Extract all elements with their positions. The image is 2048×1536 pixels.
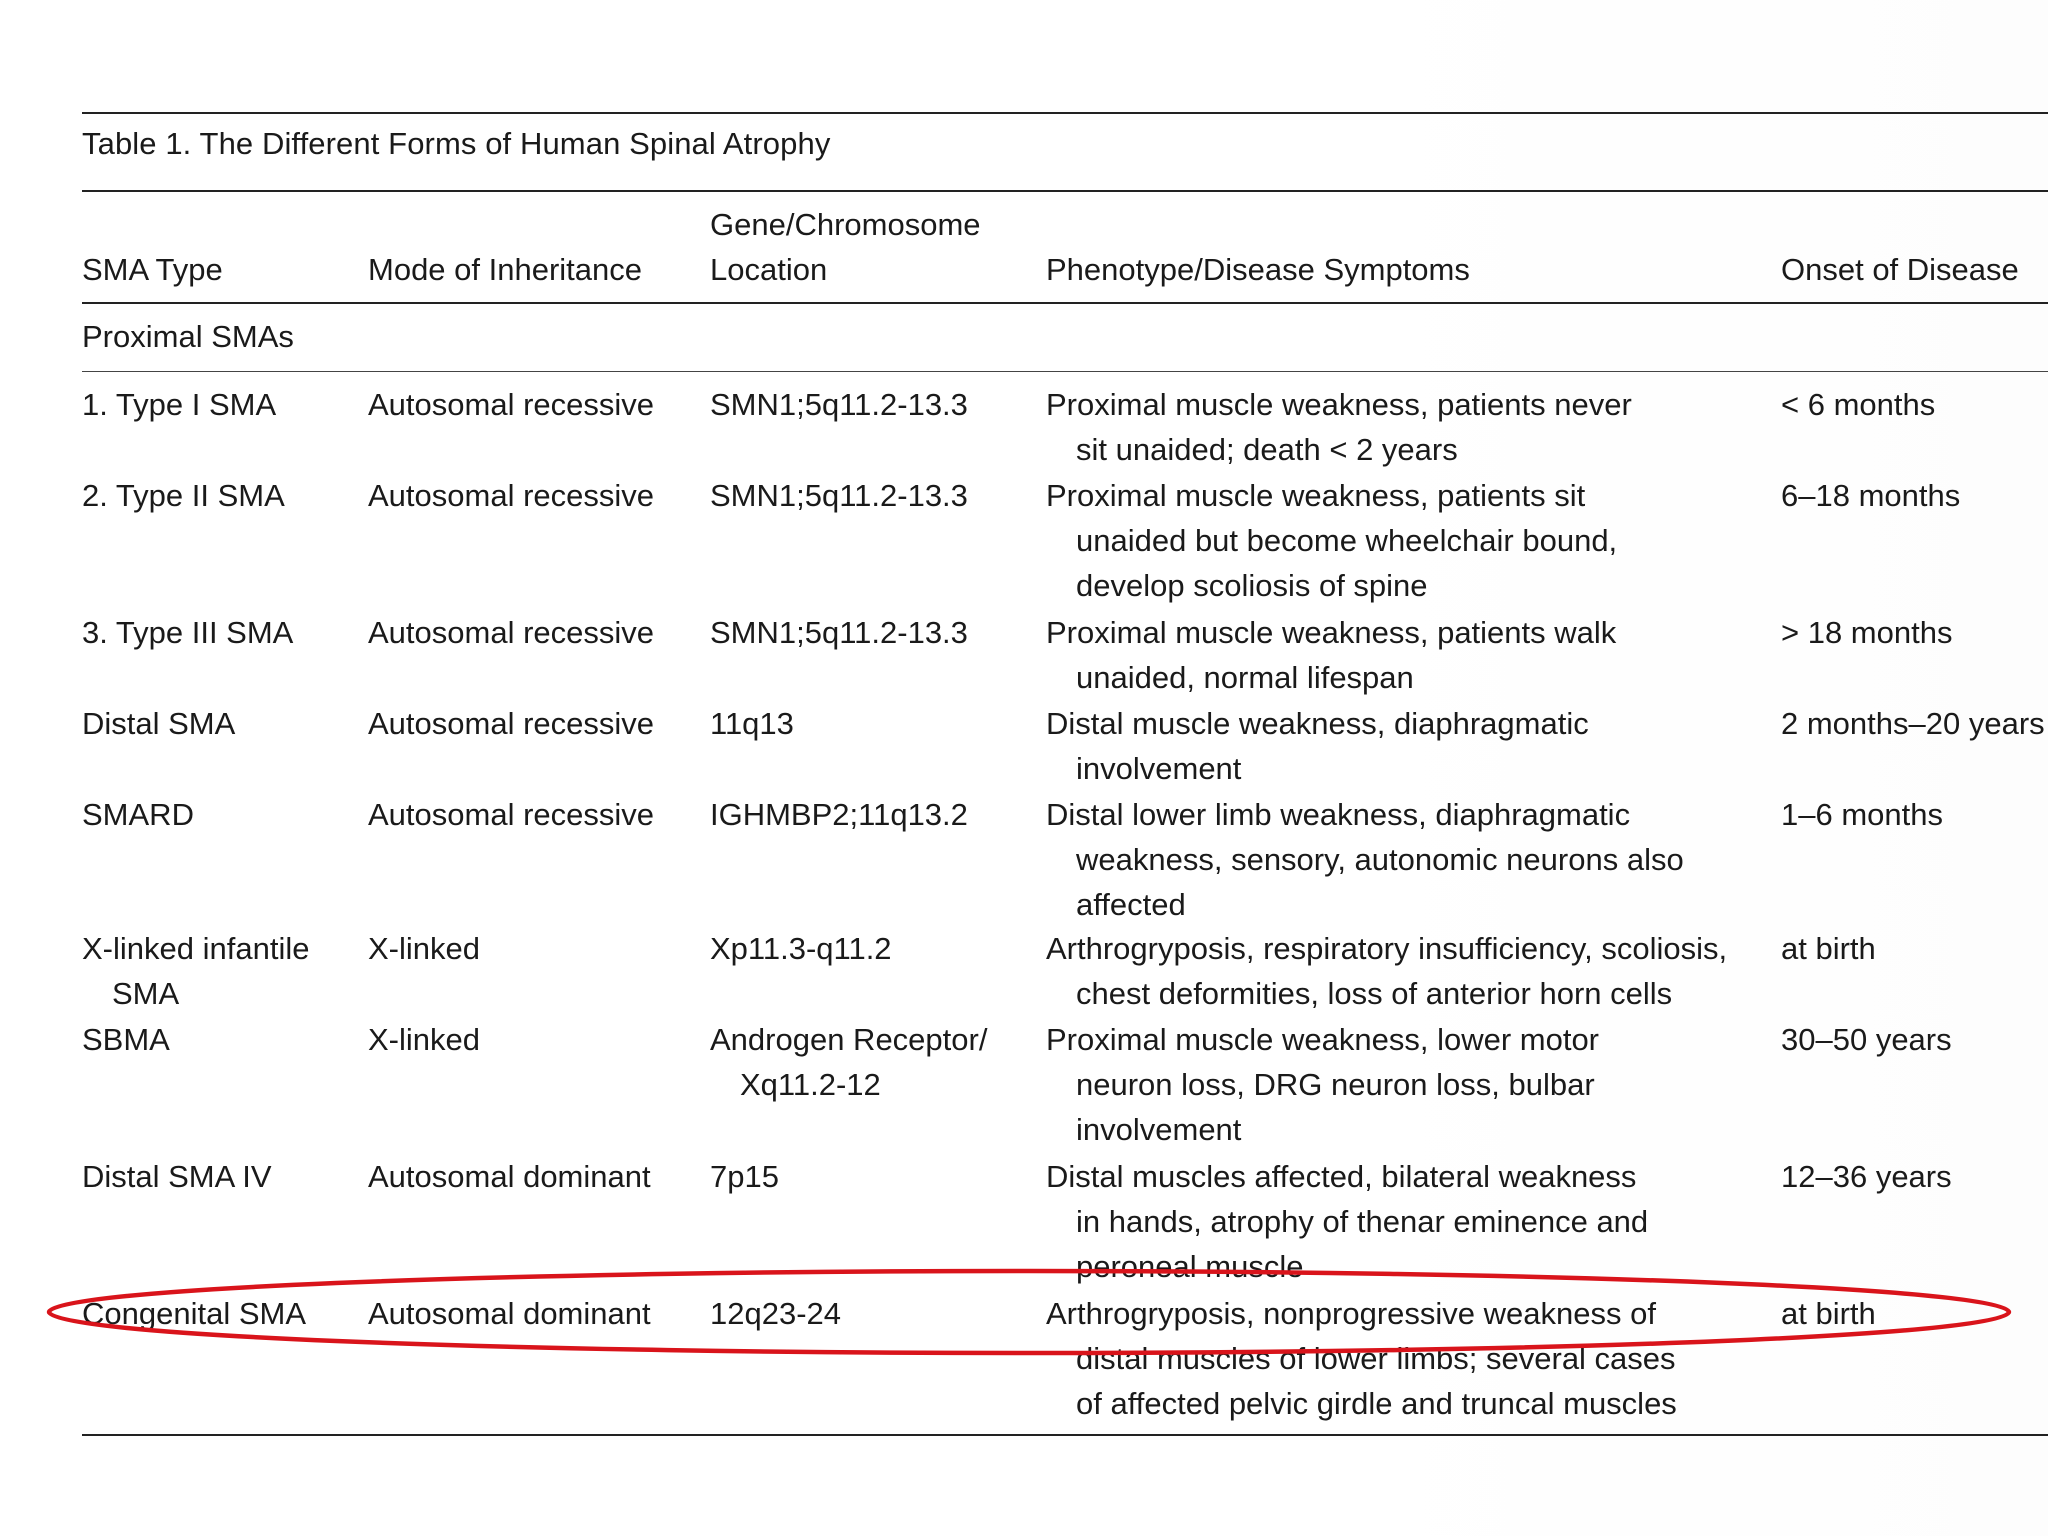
cell-gene-line: Androgen Receptor/ — [710, 1022, 988, 1057]
cell-gene — [710, 926, 892, 971]
cell-phenotype-line: involvement — [1076, 1112, 1242, 1147]
header-phenotype: Phenotype/Disease Symptoms — [1046, 252, 1470, 287]
cell-phenotype-line: peroneal muscle — [1076, 1249, 1304, 1284]
header-gene — [710, 202, 981, 292]
cell-gene — [710, 701, 794, 746]
cell-phenotype-line: of affected pelvic girdle and truncal muscles — [1076, 1386, 1677, 1421]
cell-phenotype-line: Proximal muscle weakness, lower motor — [1046, 1022, 1600, 1057]
cell-gene-line: Xp11.3-q11.2 — [710, 931, 892, 966]
cell-phenotype-line: neuron loss, DRG neuron loss, bulbar — [1076, 1067, 1595, 1102]
group-rule — [82, 371, 2048, 372]
cell-sma-type — [82, 701, 235, 746]
cell-onset: 12–36 years — [1781, 1159, 1952, 1194]
group-label: Proximal SMAs — [82, 319, 294, 354]
cell-phenotype-line: unaided, normal lifespan — [1076, 660, 1414, 695]
cell-phenotype — [1046, 382, 1632, 472]
cell-phenotype-line: develop scoliosis of spine — [1076, 568, 1428, 603]
cell-gene-line: 7p15 — [710, 1159, 779, 1194]
caption-rule — [82, 190, 2048, 192]
cell-sma-type-line: Congenital SMA — [82, 1296, 307, 1331]
cell-sma-type — [82, 473, 285, 518]
cell-onset: 2 months–20 years — [1781, 706, 2045, 741]
cell-sma-type — [82, 926, 309, 1016]
cell-sma-type-line: X-linked infantile — [82, 931, 310, 966]
header-onset: Onset of Disease — [1781, 252, 2019, 287]
cell-sma-type-line: 3. Type III SMA — [82, 615, 294, 650]
cell-gene-line: SMN1;5q11.2-13.3 — [710, 615, 968, 650]
cell-inheritance: Autosomal recessive — [368, 706, 655, 741]
cell-phenotype-line: Proximal muscle weakness, patients walk — [1046, 615, 1617, 650]
cell-gene — [710, 473, 968, 518]
cell-phenotype-line: weakness, sensory, autonomic neurons also — [1076, 842, 1684, 877]
cell-phenotype-line: in hands, atrophy of thenar eminence and — [1076, 1204, 1649, 1239]
cell-onset: at birth — [1781, 1296, 1876, 1331]
cell-sma-type — [82, 1291, 306, 1336]
table-top-rule — [82, 112, 2048, 114]
cell-phenotype — [1046, 473, 1617, 608]
cell-gene-line: IGHMBP2;11q13.2 — [710, 797, 968, 832]
cell-inheritance: Autosomal recessive — [368, 478, 655, 513]
header-gene-line1: Gene/Chromosome — [710, 207, 981, 242]
header-gene-line2: Location — [710, 252, 828, 287]
cell-onset: < 6 months — [1781, 387, 1936, 422]
cell-gene — [710, 1017, 987, 1107]
cell-phenotype-line: affected — [1076, 887, 1186, 922]
cell-inheritance: Autosomal recessive — [368, 797, 655, 832]
cell-inheritance: Autosomal recessive — [368, 615, 655, 650]
cell-phenotype-line: chest deformities, loss of anterior horn cells — [1076, 976, 1673, 1011]
cell-gene-line: Xq11.2-12 — [740, 1067, 881, 1102]
cell-inheritance: Autosomal recessive — [368, 387, 655, 422]
table-slide — [82, 112, 2048, 1442]
cell-sma-type — [82, 610, 293, 655]
cell-phenotype-line: Proximal muscle weakness, patients never — [1046, 387, 1632, 422]
cell-phenotype — [1046, 926, 1727, 1016]
cell-gene-line: 12q23-24 — [710, 1296, 842, 1331]
cell-phenotype-line: Distal muscles affected, bilateral weakness — [1046, 1159, 1637, 1194]
cell-phenotype-line: Distal lower limb weakness, diaphragmatic — [1046, 797, 1631, 832]
cell-phenotype — [1046, 792, 1684, 927]
cell-sma-type — [82, 382, 276, 427]
cell-gene-line: SMN1;5q11.2-13.3 — [710, 387, 968, 422]
cell-phenotype — [1046, 1017, 1599, 1152]
cell-sma-type-line: 1. Type I SMA — [82, 387, 277, 422]
cell-onset: 1–6 months — [1781, 797, 1943, 832]
cell-onset: 30–50 years — [1781, 1022, 1952, 1057]
table-bottom-rule — [82, 1434, 2048, 1436]
cell-phenotype-line: Distal muscle weakness, diaphragmatic — [1046, 706, 1589, 741]
cell-gene-line: SMN1;5q11.2-13.3 — [710, 478, 968, 513]
cell-gene — [710, 1291, 841, 1336]
cell-phenotype-line: Proximal muscle weakness, patients sit — [1046, 478, 1586, 513]
cell-phenotype — [1046, 1291, 1677, 1426]
table-caption: Table 1. The Different Forms of Human Spinal Atrophy — [82, 126, 831, 161]
cell-phenotype-line: Arthrogryposis, nonprogressive weakness of — [1046, 1296, 1656, 1331]
cell-gene-line: 11q13 — [710, 706, 794, 741]
cell-inheritance: X-linked — [368, 931, 480, 966]
header-rule — [82, 302, 2048, 304]
cell-gene — [710, 792, 968, 837]
cell-phenotype-line: Arthrogryposis, respiratory insufficiency, scoliosis, — [1046, 931, 1728, 966]
cell-gene — [710, 382, 968, 427]
cell-phenotype-line: distal muscles of lower limbs; several cases — [1076, 1341, 1676, 1376]
cell-gene — [710, 610, 968, 655]
cell-phenotype — [1046, 701, 1589, 791]
cell-onset: > 18 months — [1781, 615, 1953, 650]
cell-phenotype-line: unaided but become wheelchair bound, — [1076, 523, 1618, 558]
cell-sma-type — [82, 1154, 272, 1199]
cell-onset: at birth — [1781, 931, 1876, 966]
cell-sma-type-line: Distal SMA — [82, 706, 236, 741]
header-sma-type: SMA Type — [82, 252, 223, 287]
cell-phenotype-line: sit unaided; death < 2 years — [1076, 432, 1458, 467]
cell-phenotype-line: involvement — [1076, 751, 1242, 786]
cell-sma-type-line: SBMA — [82, 1022, 170, 1057]
cell-inheritance: Autosomal dominant — [368, 1159, 651, 1194]
cell-inheritance: X-linked — [368, 1022, 480, 1057]
cell-phenotype — [1046, 1154, 1648, 1289]
cell-phenotype — [1046, 610, 1616, 700]
cell-sma-type-line: Distal SMA IV — [82, 1159, 272, 1194]
cell-sma-type-line: 2. Type II SMA — [82, 478, 285, 513]
cell-onset: 6–18 months — [1781, 478, 1961, 513]
cell-sma-type-line: SMARD — [82, 797, 194, 832]
cell-sma-type — [82, 792, 194, 837]
cell-sma-type-line: SMA — [112, 976, 180, 1011]
cell-inheritance: Autosomal dominant — [368, 1296, 651, 1331]
header-inheritance: Mode of Inheritance — [368, 252, 643, 287]
cell-sma-type — [82, 1017, 170, 1062]
cell-gene — [710, 1154, 779, 1199]
